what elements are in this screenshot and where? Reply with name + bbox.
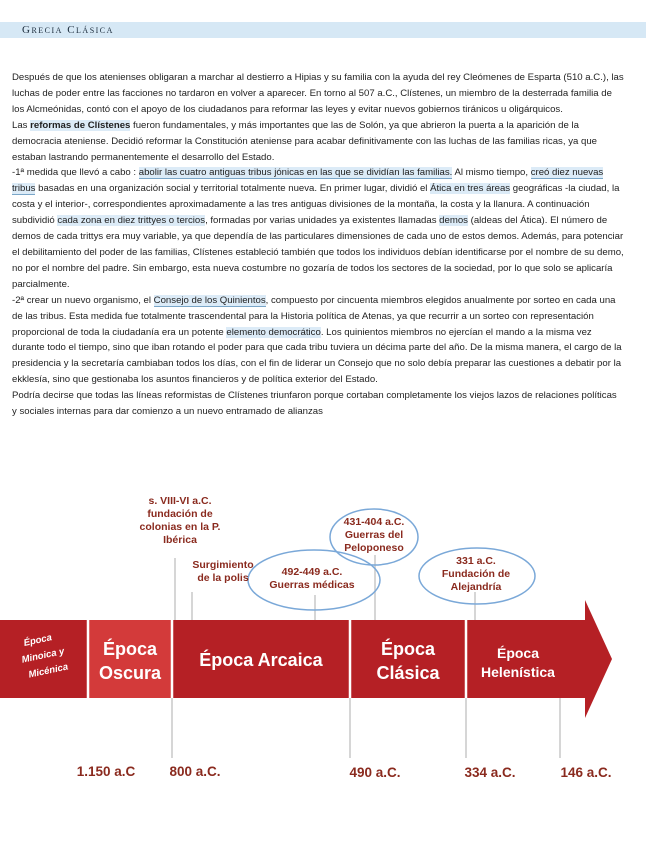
- date-label: 490 a.C.: [349, 765, 401, 780]
- paragraph-intro: Después de que los atenienses obligaran a marchar al destierro a Hipias y su familia con la ayuda del rey Cleómenes de Esparta (510 a.C.), las luchas de poder entre las facciones no tardaron en volver a aparecer. En torno al 507 a.C., Clístenes, un miembro de la desterrada familia de los Alcmeónidas, contó con el apoyo de los ciudadanos para reformar las leyes y evitar nuevos gobiernos tiránicos u oligárquicos.: [12, 72, 624, 115]
- annotation-colonias-2: fundación de: [147, 508, 213, 520]
- handwritten-label-2: Minoica y: [20, 645, 66, 666]
- highlight-elemento-democratico: elemento democrático: [226, 326, 321, 338]
- highlight-trittyes: cada zona en diez trittyes o tercios: [57, 215, 206, 227]
- highlight-demos: demos: [439, 215, 468, 227]
- date-label: 1.150 a.C: [76, 764, 136, 779]
- timeline-arrowhead: [585, 600, 612, 718]
- timeline-diagram: [0, 480, 646, 800]
- text-run: basadas en una organización social y territorial totalmente nueva. En primer lugar, dividió el: [35, 183, 431, 195]
- text-run: -1ª medida que llevó a cabo :: [12, 167, 139, 179]
- document-body: [12, 70, 624, 420]
- era-clasica-2: Clásica: [376, 663, 440, 683]
- highlight-diez-tribus: creó diez nuevas tribus: [12, 167, 604, 195]
- highlight-reformas: reformas de Clístenes: [30, 119, 131, 131]
- date-label: 800 a.C.: [169, 764, 221, 779]
- highlight-abolir: abolir las cuatro antiguas tribus jónicas en las que se dividían las familias.: [138, 167, 453, 179]
- annotation-colonias-1: s. VIII-VI a.C.: [148, 495, 212, 507]
- text-run: geográficas -la ciudad, la costa y el interior-, correspondientes aproximadamente a las tres antiguas divisiones de la montaña, la costa y la llanura. A continuación subdividió: [12, 183, 620, 227]
- text-run: Al mismo tiempo,: [452, 167, 531, 179]
- paragraph-measure-2: [12, 293, 624, 388]
- annotation-alejandria-2: Fundación de: [441, 568, 511, 580]
- highlight-consejo: Consejo de los Quinientos: [153, 294, 266, 306]
- annotation-polis-1: Surgimiento: [192, 559, 254, 571]
- era-arcaica: Época Arcaica: [199, 650, 323, 670]
- text-run: . Los quinientos miembros no ejercían el mando a la misma vez durante todo el tiempo, sino que iban rotando el poder para que cada tribu tuviera un décima parte del año. De la misma manera, el cargo de la presidencia y la secretaría cambiaban todos los días, con el fin de liderar un Consejo que no solo debía preparar las cuestiones a debatir por la ekklesía, sino que gestionaba los asuntos financieros y de política exterior del Estado.: [12, 326, 622, 386]
- annotation-medicas-2: Guerras médicas: [269, 579, 355, 591]
- text-run: fueron fundamentales, y más importantes que las de Solón, ya que abrieron la puerta a la aparición de la democracia ateniense. Decidió reformar la Constitución ateniense para acabar definitivamente con las luchas de las familias ricas, ya que estaban lastrando permanentemente el desarrollo del Estado.: [12, 119, 597, 163]
- era-helenistica-1: Época: [496, 645, 540, 661]
- text-run: -2ª crear un nuevo organismo, el: [12, 294, 154, 306]
- annotation-alejandria-3: Alejandría: [450, 581, 502, 593]
- paragraph-measure-1: [12, 165, 624, 292]
- text-run: Las: [12, 119, 31, 131]
- highlight-atica: Ática en tres áreas: [430, 183, 511, 195]
- era-block-oscura: [88, 620, 172, 698]
- era-clasica-1: Época: [380, 639, 436, 659]
- text-run: , formadas por varias unidades ya existentes llamadas: [205, 215, 440, 227]
- annotation-colonias-4: Ibérica: [163, 534, 197, 546]
- handwritten-label-3: Micénica: [27, 661, 70, 681]
- annotation-peloponeso-1: 431-404 a.C.: [343, 516, 405, 528]
- era-helenistica-2: Helenística: [481, 664, 555, 680]
- handwritten-label-1: Época: [22, 632, 53, 649]
- date-label: 334 a.C.: [464, 765, 516, 780]
- era-oscura-2: Oscura: [98, 663, 162, 683]
- date-label: 146 a.C.: [560, 765, 612, 780]
- annotation-peloponeso-3: Peloponeso: [344, 542, 404, 554]
- paragraph-conclusion: Podría decirse que todas las líneas reformistas de Clístenes triunfaron porque cortaban completamente los viejos lazos de relaciones políticas y sociales internas para dar comienzo a un nuevo entramado de alianzas: [12, 390, 617, 418]
- era-oscura-1: Época: [102, 639, 158, 659]
- paragraph-reforms: [12, 118, 624, 166]
- annotation-colonias-3: colonias en la P.: [139, 521, 221, 533]
- annotation-alejandria-1: 331 a.C.: [456, 555, 496, 567]
- text-run: , compuesto por cincuenta miembros elegidos anualmente por sorteo en cada una de las tribus. Esta medida fue totalmente trascendental para la Historia política de Atenas, ya que recurrir a un sorteo con representación proporcional de toda la ciudadanía era un potente: [12, 294, 616, 338]
- annotation-polis-2: de la polis: [197, 572, 249, 584]
- annotation-medicas-1: 492-449 a.C.: [281, 566, 343, 578]
- text-run: (aldeas del Ática). El número de demos de cada trittys era muy variable, ya que dependía de las particulares dimensiones de cada uno de estos demos. Además, para potenciar el debilitamiento del poder de las familias, Clístenes estableció también que todos los individuos debían identificarse por el nombre de su demo, no por el nombre del padre. Sin embargo, esta nueva costumbre no gozaría de todos los sectores de la sociedad, por lo que solo se aplicaría parcialmente.: [12, 215, 624, 290]
- page-title: Grecia Clásica: [22, 24, 114, 36]
- annotation-peloponeso-2: Guerras del: [344, 529, 404, 541]
